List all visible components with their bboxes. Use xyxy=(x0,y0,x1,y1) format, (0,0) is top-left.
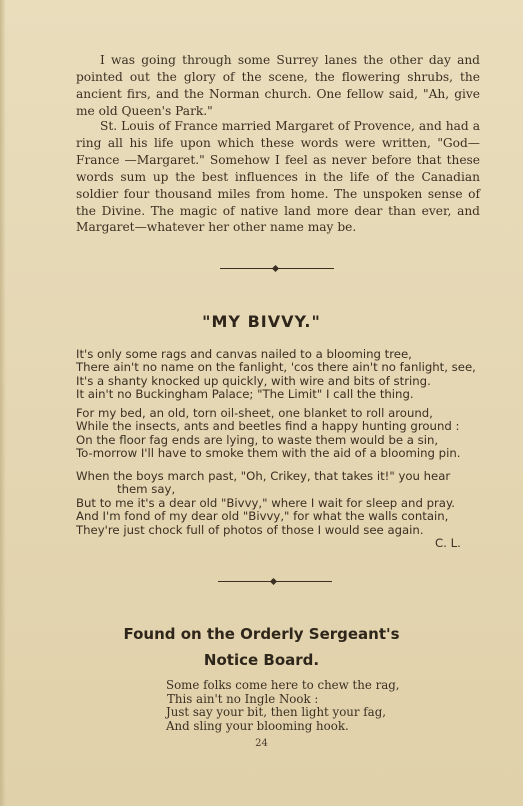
verse-line: And sling your blooming hook. xyxy=(166,718,349,733)
poem-line: They're just chock full of photos of those I would see again. xyxy=(76,522,424,537)
poem-signature: C. L. xyxy=(435,536,461,550)
poem-line: When the boys march past, "Oh, Crikey, that takes it!" you hear xyxy=(76,469,451,483)
poem-line: And I'm fond of my dear old "Bivvy," for what the walls contain, xyxy=(76,509,449,524)
verse-line: Just say your bit, then light your fag, xyxy=(166,705,386,719)
poem-stanza-3 xyxy=(76,470,486,537)
page-number: 24 xyxy=(255,738,268,749)
poem-line: It's a shanty knocked up quickly, with wire and bits of string. xyxy=(76,373,431,388)
notice-title-line-2: Notice Board. xyxy=(203,651,320,669)
poem-line: For my bed, an old, torn oil-sheet, one blanket to roll around, xyxy=(76,406,433,420)
verse-line: Some folks come here to chew the rag, xyxy=(166,678,400,692)
notice-verse xyxy=(166,679,426,733)
verse-line: This ain't no Ingle Nook : xyxy=(167,691,319,706)
paragraph-st-louis: St. Louis of France married Margaret of Provence, and had a ring all his life upon which these words were written, "God—France —Margaret." Somehow I feel as never before that these words sum up the best influences in the life of the Canadian soldier four thousand miles from home. The unspoken sense of the Divine. The magic of native land more dear than ever, and Margaret—whatever her other name may be. xyxy=(76,119,480,235)
poem-line: It ain't no Buckingham Palace; "The Limit" I call the thing. xyxy=(76,387,414,402)
notice-title-line-1: Found on the Orderly Sergeant's xyxy=(123,625,400,643)
section-divider xyxy=(218,581,332,582)
section-divider xyxy=(220,268,334,269)
poem-stanza-1 xyxy=(76,348,486,402)
poem-line: them say, xyxy=(117,482,176,497)
page-edge-shadow xyxy=(0,0,6,806)
poem-title: "MY BIVVY." xyxy=(202,312,321,331)
poem-line: It's only some rags and canvas nailed to a blooming tree, xyxy=(76,347,412,361)
poem-stanza-2 xyxy=(76,407,486,461)
poem-line: On the floor fag ends are lying, to waste them would be a sin, xyxy=(76,432,439,447)
poem-line: While the insects, ants and beetles find a happy hunting ground : xyxy=(76,419,460,434)
poem-line: But to me it's a dear old "Bivvy," where I wait for sleep and pray. xyxy=(76,495,455,510)
poem-line: To-morrow I'll have to smoke them with the aid of a blooming pin. xyxy=(76,446,461,461)
paragraph-surrey-lanes: I was going through some Surrey lanes the other day and pointed out the glory of the scene, the flowering shrubs, the ancient firs, and the Norman church. One fellow said, "Ah, give me old Queen's Park." xyxy=(76,53,480,118)
poem-line: There ain't no name on the fanlight, 'cos there ain't no fanlight, see, xyxy=(76,360,476,375)
